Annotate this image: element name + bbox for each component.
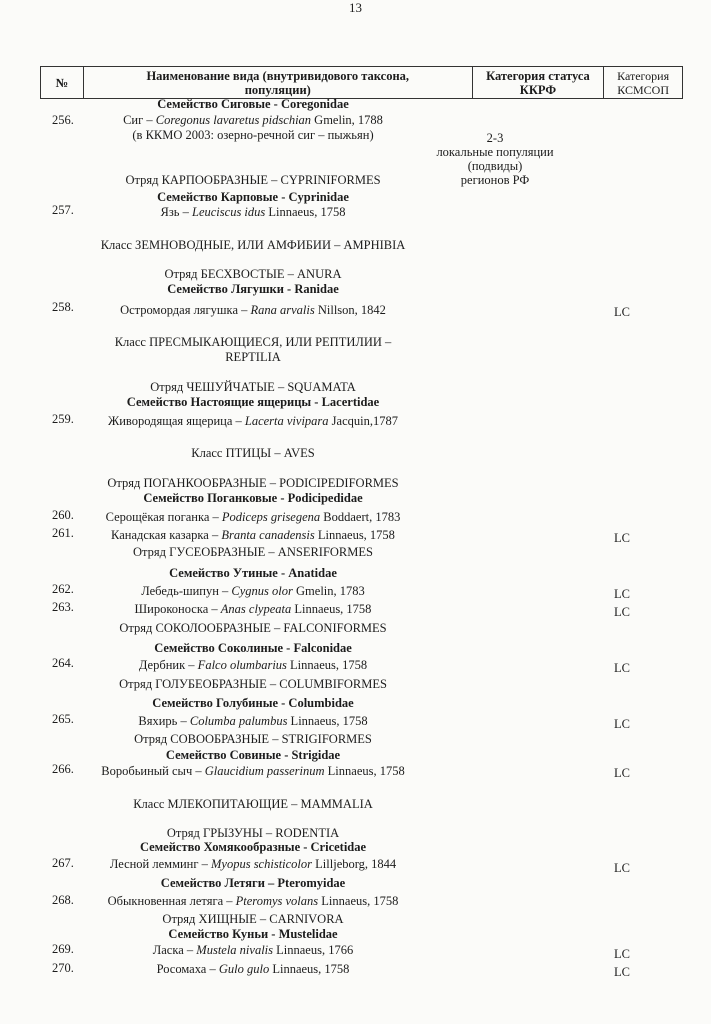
order-heading: Отряд СОКОЛООБРАЗНЫЕ – FALCONIFORMES — [119, 621, 387, 635]
family-heading: Семейство Утиные - Anatidae — [169, 566, 337, 580]
order-heading: Отряд ГОЛУБЕОБРАЗНЫЕ – COLUMBIFORMES — [119, 677, 387, 691]
species-name: Вяхирь – Columba palumbus Linnaeus, 1758 — [138, 714, 368, 728]
species-number: 264. — [52, 656, 74, 670]
species-number: 256. — [52, 113, 74, 127]
species-name: Росомаха – Gulo gulo Linnaeus, 1758 — [156, 962, 350, 976]
family-heading: Семейство Куньи - Mustelidae — [168, 927, 338, 941]
order-heading: Отряд ГРЫЗУНЫ – RODENTIA — [166, 826, 340, 840]
species-name: Дербник – Falco olumbarius Linnaeus, 1758 — [138, 658, 368, 672]
class-heading: Класс МЛЕКОПИТАЮЩИЕ – MAMMALIA — [133, 797, 373, 811]
header-ksmsop — [604, 67, 682, 98]
species-number: 262. — [52, 582, 74, 596]
species-name: Канадская казарка – Branta canadensis Linnaeus, 1758 — [111, 528, 395, 542]
page-number: 13 — [349, 0, 362, 15]
header-ksmsop-line2: КСМСОП — [617, 82, 669, 97]
ksmsop-category: LC — [614, 717, 630, 731]
ksmsop-category: LC — [614, 305, 630, 319]
header-number: № — [41, 67, 84, 98]
species-number: 268. — [52, 893, 74, 907]
species-note: (в ККМО 2003: озерно-речной сиг – пыжьян) — [132, 128, 374, 142]
species-number: 263. — [52, 600, 74, 614]
header-kkrf-line1: Категория статуса — [486, 68, 590, 83]
family-heading: Семейство Поганковые - Podicipedidae — [143, 491, 363, 505]
ksmsop-category: LC — [614, 661, 630, 675]
order-heading: Отряд ЧЕШУЙЧАТЫЕ – SQUAMATA — [150, 380, 356, 394]
species-number: 267. — [52, 856, 74, 870]
species-name: Живородящая ящерица – Lacerta vivipara Jacquin,1787 — [108, 414, 398, 428]
order-heading: Отряд БЕСХВОСТЫЕ – ANURA — [164, 267, 342, 281]
order-heading: Отряд КАРПООБРАЗНЫЕ – CYPRINIFORMES — [125, 173, 381, 187]
ksmsop-category: LC — [614, 605, 630, 619]
order-heading: Отряд ПОГАНКООБРАЗНЫЕ – PODICIPEDIFORMES — [107, 476, 399, 490]
header-species-name — [84, 67, 473, 98]
order-heading: Отряд СОВООБРАЗНЫЕ – STRIGIFORMES — [134, 732, 372, 746]
family-heading: Семейство Лягушки - Ranidae — [167, 282, 339, 296]
header-name-line2: популяции) — [244, 82, 311, 97]
species-number: 266. — [52, 762, 74, 776]
ksmsop-category: LC — [614, 965, 630, 979]
species-number: 269. — [52, 942, 74, 956]
header-kkrf-line2: ККРФ — [519, 82, 557, 97]
species-name: Воробьиный сыч – Glaucidium passerinum Linnaeus, 1758 — [101, 764, 405, 778]
header-name-line1: Наименование вида (внутривидового таксона, — [146, 68, 410, 83]
species-number: 259. — [52, 412, 74, 426]
header-ksmsop-line1: Категория — [617, 68, 670, 83]
class-heading: Класс ПТИЦЫ – AVES — [191, 446, 315, 460]
ksmsop-category: LC — [614, 861, 630, 875]
species-name: Лесной лемминг – Myopus schisticolor Lilljeborg, 1844 — [109, 857, 397, 871]
family-heading: Семейство Голубиные - Columbidae — [152, 696, 354, 710]
class-heading-continued: REPTILIA — [225, 350, 281, 364]
species-number: 265. — [52, 712, 74, 726]
ksmsop-category: LC — [614, 531, 630, 545]
species-number: 261. — [52, 526, 74, 540]
species-name: Ласка – Mustela nivalis Linnaeus, 1766 — [152, 943, 354, 957]
family-heading: Семейство Настоящие ящерицы - Lacertidae — [126, 395, 380, 409]
species-number: 270. — [52, 961, 74, 975]
order-heading: Отряд ГУСЕОБРАЗНЫЕ – ANSERIFORMES — [133, 545, 373, 559]
species-name: Широконоска – Anas clypeata Linnaeus, 1758 — [134, 602, 372, 616]
kkrf-status: 2-3 локальные популяции (подвиды) регионов РФ — [436, 131, 554, 187]
species-name: Обыкновенная летяга – Pteromys volans Linnaeus, 1758 — [107, 894, 399, 908]
family-heading: Семейство Карповые - Cyprinidae — [157, 190, 349, 204]
ksmsop-category: LC — [614, 587, 630, 601]
family-heading: Семейство Хомякообразные - Cricetidae — [139, 840, 367, 854]
species-name: Серощёкая поганка – Podiceps grisegena Boddaert, 1783 — [105, 510, 401, 524]
ksmsop-category: LC — [614, 766, 630, 780]
table-header — [40, 66, 683, 99]
species-number: 260. — [52, 508, 74, 522]
ksmsop-category: LC — [614, 947, 630, 961]
family-heading: Семейство Совиные - Strigidae — [165, 748, 341, 762]
class-heading: Класс ЗЕМНОВОДНЫЕ, ИЛИ АМФИБИИ – AMPHIBIA — [100, 238, 406, 252]
order-heading: Отряд ХИЩНЫЕ – CARNIVORA — [162, 912, 344, 926]
class-heading: Класс ПРЕСМЫКАЮЩИЕСЯ, ИЛИ РЕПТИЛИИ – — [114, 335, 392, 349]
species-name: Лебедь-шипун – Cygnus olor Gmelin, 1783 — [141, 584, 365, 598]
species-name: Сиг – Coregonus lavaretus pidschian Gmelin, 1788 — [123, 113, 383, 127]
species-name: Язь – Leuciscus idus Linnaeus, 1758 — [160, 205, 346, 219]
species-name: Остромордая лягушка – Rana arvalis Nillson, 1842 — [120, 303, 386, 317]
header-kkrf — [473, 67, 605, 98]
species-number: 257. — [52, 203, 74, 217]
species-number: 258. — [52, 300, 74, 314]
family-heading: Семейство Летяги – Pteromyidae — [160, 876, 346, 890]
family-heading: Семейство Сиговые - Coregonidae — [157, 97, 349, 111]
family-heading: Семейство Соколиные - Falconidae — [154, 641, 352, 655]
